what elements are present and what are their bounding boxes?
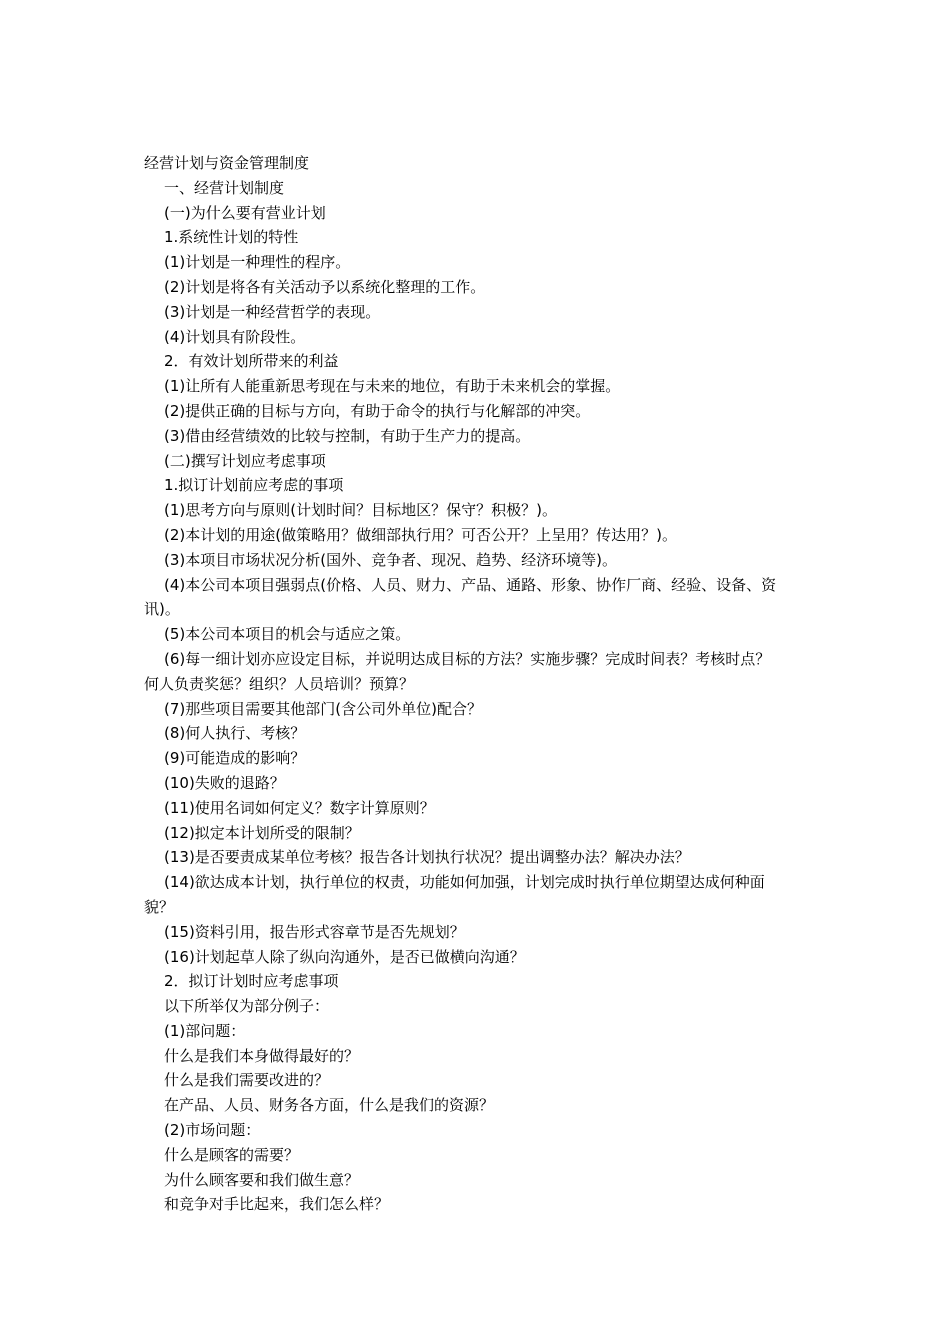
paragraph: 什么是我们本身做得最好的？ [164,1046,360,1065]
paragraph: 一、经营计划制度 [164,178,285,197]
paragraph: (1)思考方向与原则(计划时间？目标地区？保守？积极？)。 [164,501,557,520]
paragraph: (6)每一细计划亦应设定目标，并说明达成目标的方法？实施步骤？完成时间表？考核时点？何人负责奖惩？组织？人员培训？预算？ [144,649,771,693]
paragraph: (2)计划是将各有关活动予以系统化整理的工作。 [164,277,486,296]
paragraph: 和竞争对手比起来，我们怎么样？ [164,1195,390,1214]
paragraph: (14)欲达成本计划，执行单位的权责，功能如何加强，计划完成时执行单位期望达成何种面貌？ [144,873,765,916]
paragraph: (1)让所有人能重新思考现在与未来的地位，有助于未来机会的掌握。 [164,377,621,396]
paragraph: (11)使用名词如何定义？数字计算原则？ [164,798,435,817]
paragraph: 2．拟订计划时应考虑事项 [164,972,339,991]
paragraph: (15)资料引用，报告形式容章节是否先规划？ [164,922,465,941]
paragraph: 以下所举仅为部分例子： [164,997,330,1016]
paragraph-list [144,176,784,1217]
paragraph: (4)本公司本项目强弱点(价格、人员、财力、产品、通路、形象、协作厂商、经验、设备、资讯)。 [144,575,777,619]
paragraph: (5)本公司本项目的机会与适应之策。 [164,625,411,644]
paragraph: (2)本计划的用途(做策略用？做细部执行用？可否公开？上呈用？传达用？)。 [164,525,677,544]
paragraph: 1.系统性计划的特性 [164,228,299,247]
paragraph: 在产品、人员、财务各方面，什么是我们的资源？ [164,1096,495,1115]
paragraph: (一)为什么要有营业计划 [164,203,326,222]
paragraph: (3)计划是一种经营哲学的表现。 [164,302,381,321]
paragraph: 什么是顾客的需要？ [164,1145,300,1164]
document-title: 经营计划与资金管理制度 [144,154,310,172]
paragraph: (12)拟定本计划所受的限制？ [164,823,360,842]
document-body [144,151,784,1217]
paragraph: (16)计划起草人除了纵向沟通外，是否已做横向沟通？ [164,947,525,966]
paragraph: 2．有效计划所带来的利益 [164,352,339,371]
paragraph: (2)市场问题： [164,1121,261,1140]
paragraph: (1)部问题： [164,1021,246,1040]
paragraph: (13)是否要责成某单位考核？报告各计划执行状况？提出调整办法？解决办法？ [164,848,690,867]
paragraph: (8)何人执行、考核？ [164,724,306,743]
paragraph: 为什么顾客要和我们做生意？ [164,1170,360,1189]
paragraph: 1.拟订计划前应考虑的事项 [164,476,344,495]
paragraph: (9)可能造成的影响？ [164,749,306,768]
paragraph: (1)计划是一种理性的程序。 [164,253,351,272]
paragraph: (4)计划具有阶段性。 [164,327,306,346]
paragraph: (二)撰写计划应考虑事项 [164,451,326,470]
paragraph: 什么是我们需要改进的？ [164,1071,330,1090]
paragraph: (7)那些项目需要其他部门(含公司外单位)配合？ [164,699,482,718]
paragraph: (2)提供正确的目标与方向，有助于命令的执行与化解部的冲突。 [164,401,591,420]
paragraph: (3)本项目市场状况分析(国外、竞争者、现况、趋势、经济环境等)。 [164,550,617,569]
paragraph: (3)借由经营绩效的比较与控制，有助于生产力的提高。 [164,426,531,445]
paragraph: (10)失败的退路？ [164,773,285,792]
